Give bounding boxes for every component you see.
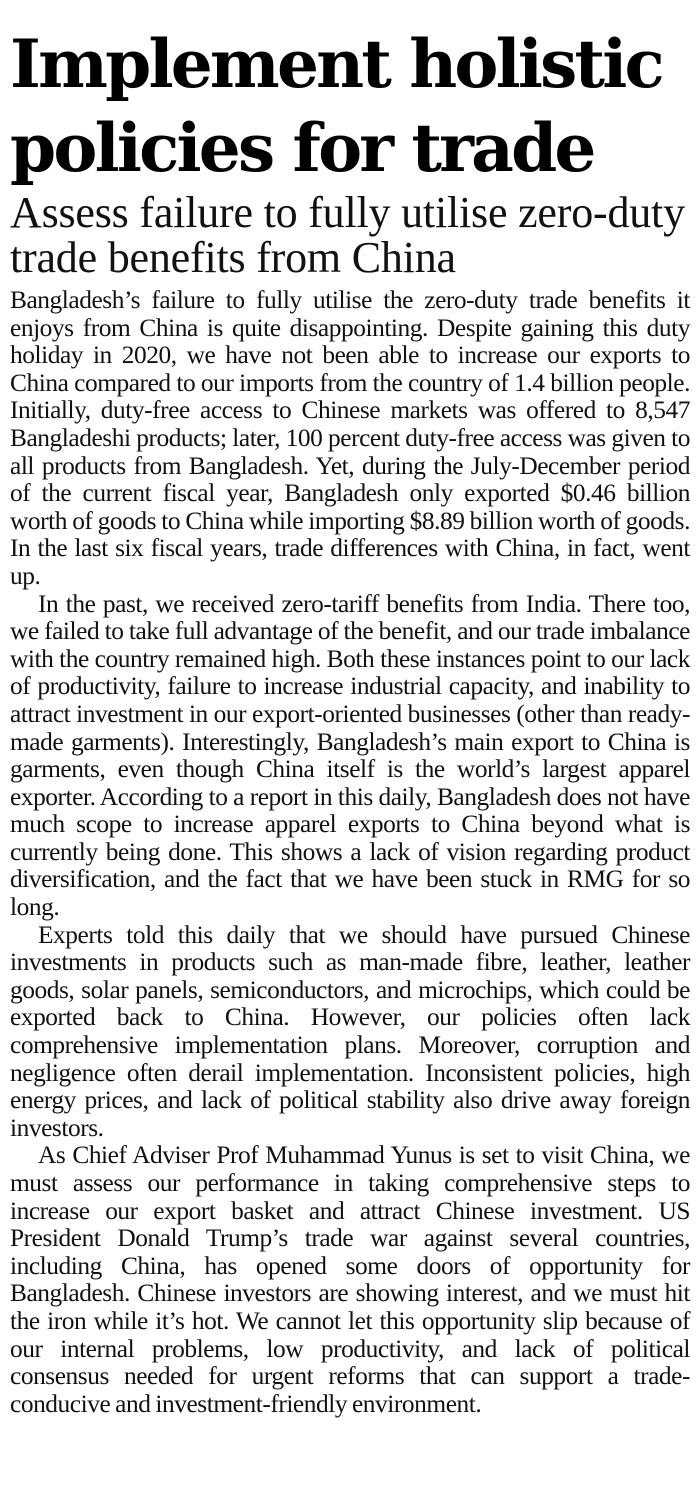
paragraph-4: As Chief Adviser Prof Muhammad Yunus is set to visit China, we must assess our performance in taking comprehensive steps to increase our export basket and attract Chinese investment. US President Donald Trump’s trade war against several countries, including China, has opened some doors of opportunity for Bangladesh. Chinese investors are showing interest, and we must hit the iron while it’s hot. We cannot let this opportunity slip because of our internal problems, low productivity, and lack of political consensus needed for urgent reforms that can support a trade-conducive and investment-friendly environment. (10, 1141, 690, 1418)
paragraph-3: Experts told this daily that we should have pursued Chinese investments in products such as man-made fibre, leather, leather goods, solar panels, semiconductors, and microchips, which could be exported back to China. However, our policies often lack comprehensive implementation plans. Moreover, corruption and negligence often derail implementation. Inconsistent policies, high energy prices, and lack of political stability also drive away foreign investors. (10, 920, 690, 1142)
paragraph-2: In the past, we received zero-tariff benefits from India. There too, we failed to take full advantage of the benefit, and our trade imbalance with the country remained high. Both these instances point to our lack of productivity, failure to increase industrial capacity, and inability to attract investment in our export-oriented businesses (other than ready-made garments). Interestingly, Bangladesh’s main export to China is garments, even though China itself is the world’s largest apparel exporter. According to a report in this daily, Bangladesh does not have much scope to increase apparel exports to China beyond what is currently being done. This shows a lack of vision regarding product diversification, and the fact that we have been stuck in RMG for so long. (10, 589, 690, 922)
paragraph-1: Bangladesh’s failure to fully utilise the zero-duty trade benefits it enjoys from China is quite disappointing. Despite gaining this duty holiday in 2020, we have not been able to increase our exports to China compared to our imports from the country of 1.4 billion people. Initially, duty-free access to Chinese markets was offered to 8,547 Bangladeshi products; later, 100 percent duty-free access was given to all products from Bangladesh. Yet, during the July-December period of the current fiscal year, Bangladesh only exported $0.46 billion worth of goods to China while importing $8.89 billion worth of goods. In the last six fiscal years, trade differences with China, in fact, went up. (10, 286, 690, 590)
headline: Implement holistic policies for trade (10, 25, 662, 187)
article-body (10, 287, 690, 1418)
subheadline: Assess failure to fully utilise zero-duty trade benefits from China (10, 188, 685, 282)
